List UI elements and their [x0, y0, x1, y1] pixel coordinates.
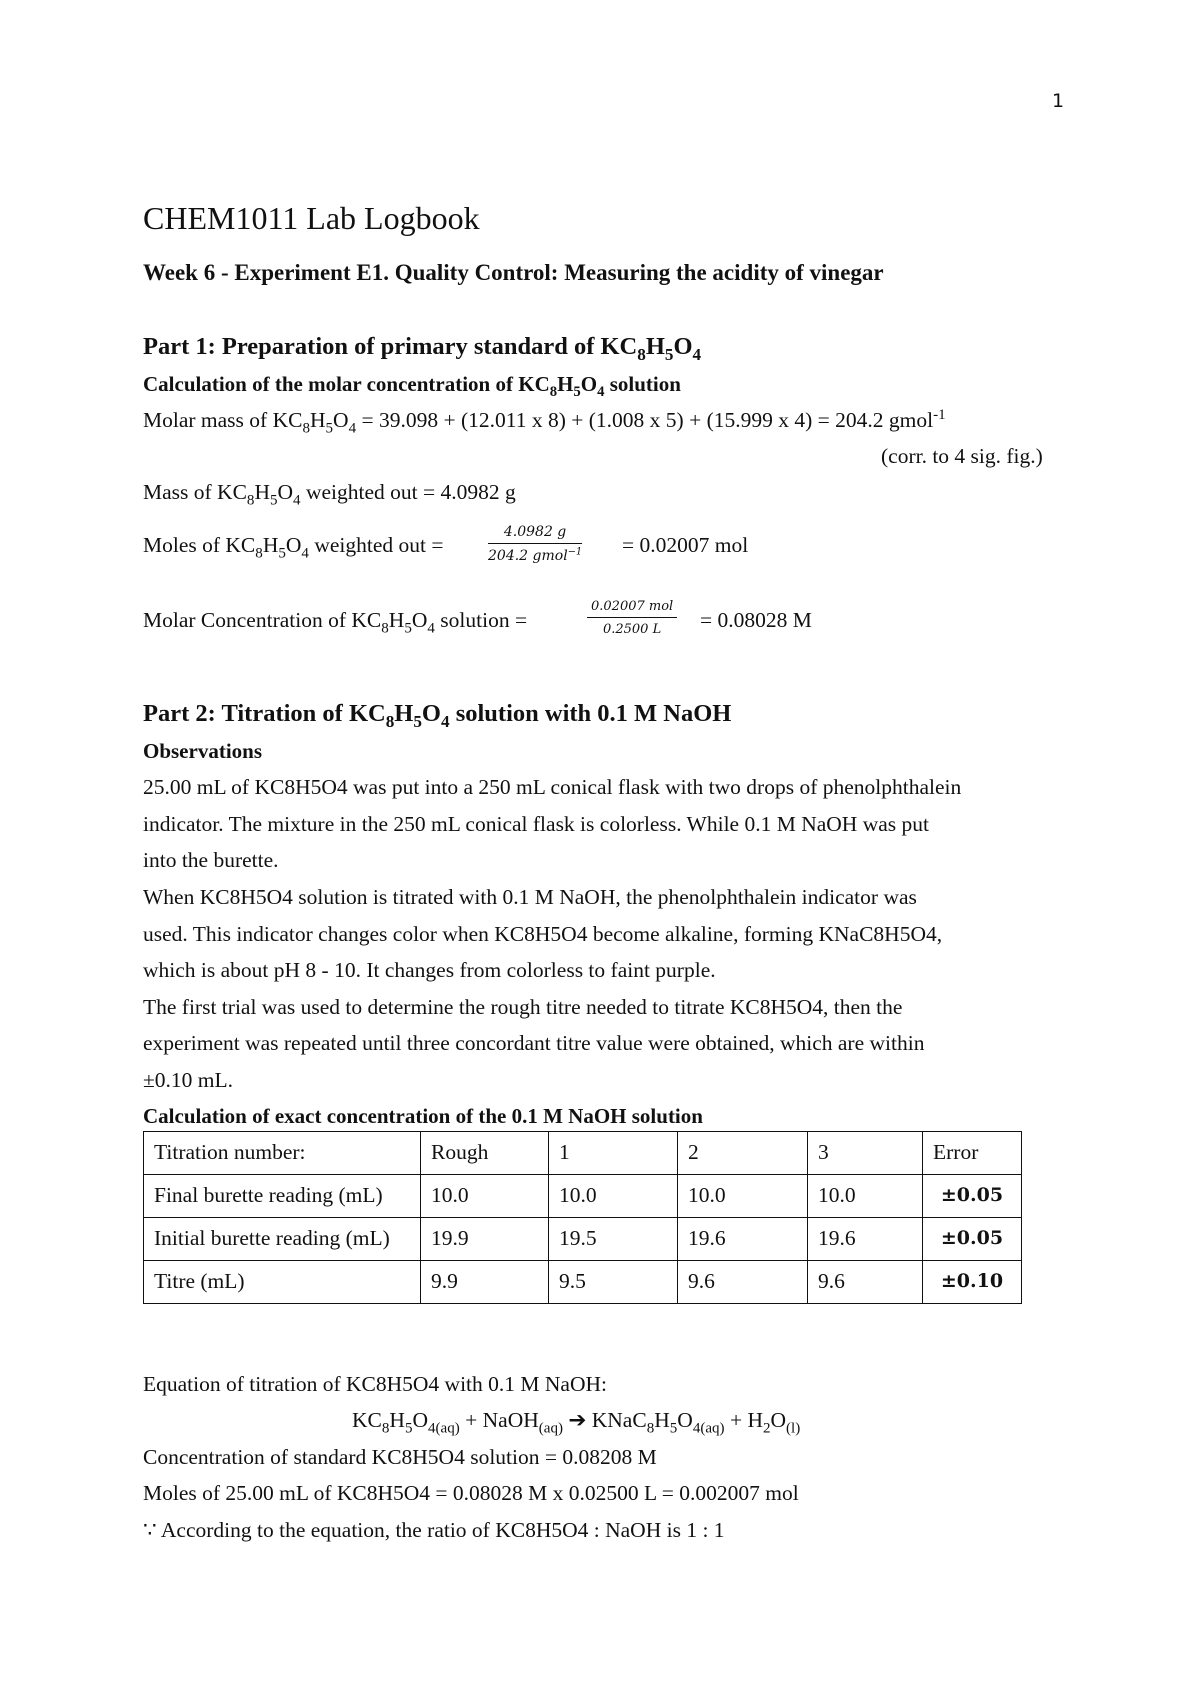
- calc-exact-heading: Calculation of exact concentration of the 0.1 M NaOH solution: [143, 1104, 703, 1128]
- table-cell: 19.5: [549, 1218, 678, 1261]
- moles-result: = 0.02007 mol: [622, 533, 749, 557]
- moles-25ml-line: Moles of 25.00 mL of KC8H5O4 = 0.08028 M x 0.02500 L = 0.002007 mol: [143, 1481, 799, 1505]
- table-cell: 19.6: [808, 1218, 923, 1261]
- part2-heading: Part 2: Titration of $KC_8H_5O_4$ solution with 0.1 M NaOH: [143, 700, 732, 731]
- obs-line-9: ±0.10 mL.: [143, 1068, 234, 1092]
- obs-line-4: When KC8H5O4 solution is titrated with 0.1 M NaOH, the phenolphthalein indicator was: [143, 885, 917, 909]
- table-cell: Titre (mL): [144, 1261, 421, 1304]
- observations-heading: Observations: [143, 739, 263, 763]
- part1-heading: Part 1: Preparation of primary standard of $KC_8H_5O_4$: [143, 333, 702, 364]
- moles-line: Moles of $KC_8H_5O_4$ weighted out =: [143, 533, 444, 562]
- obs-line-6: which is about pH 8 - 10. It changes from colorless to faint purple.: [143, 958, 716, 982]
- moles-fraction-denominator: 204.2 gmol$^{-1}$: [488, 546, 583, 564]
- table-cell: Initial burette reading (mL): [144, 1218, 421, 1261]
- obs-line-8: experiment was repeated until three concordant titre value were obtained, which are within: [143, 1031, 925, 1055]
- table-header-cell: Rough: [421, 1132, 549, 1175]
- table-header-row: [144, 1132, 1022, 1175]
- obs-line-7: The first trial was used to determine the rough titre needed to titrate KC8H5O4, then the: [143, 995, 903, 1019]
- table-cell: 9.9: [421, 1261, 549, 1304]
- molar-mass-line: Molar mass of $KC_8H_5O_4 = 39.098 + (12.011$ x 8) + (1.008 x 5) + (15.999 x 4) = 204.2 gmol$^{-1}$: [143, 406, 946, 437]
- experiment-subtitle: Week 6 - Experiment E1. Quality Control: Measuring the acidity of vinegar: [143, 260, 884, 285]
- table-cell: 10.0: [421, 1175, 549, 1218]
- page-number: 1: [1052, 90, 1065, 112]
- arrow-icon: ➔: [568, 1408, 587, 1432]
- table-cell: Final burette reading (mL): [144, 1175, 421, 1218]
- table-header-cell: Error: [923, 1132, 1022, 1175]
- page-title: CHEM1011 Lab Logbook: [143, 200, 480, 236]
- obs-line-1: 25.00 mL of KC8H5O4 was put into a 250 mL conical flask with two drops of phenolphthalein: [143, 775, 962, 799]
- mass-line: Mass of $KC_8H_5O_4$ weighted out = 4.0982 g: [143, 480, 516, 509]
- table-header-cell: Titration number:: [144, 1132, 421, 1175]
- because-icon: ∵: [143, 1518, 157, 1542]
- sig-fig-note: (corr. to 4 sig. fig.): [881, 444, 1043, 468]
- titration-table: [143, 1131, 1022, 1304]
- table-cell: 9.6: [808, 1261, 923, 1304]
- obs-line-2: indicator. The mixture in the 250 mL conical flask is colorless. While 0.1 M NaOH was put: [143, 812, 929, 836]
- table-header-cell: 3: [808, 1132, 923, 1175]
- titration-equation: $KC_8H_5O_{4(aq)}$ + NaOH$_{(aq)}$ ➔ $KNaC_8H_5O_{4(aq)} + H_2O_{(l)}$: [352, 1408, 801, 1437]
- table-cell: 10.0: [678, 1175, 808, 1218]
- table-header-cell: 1: [549, 1132, 678, 1175]
- ratio-line: ∵ According to the equation, the ratio of KC8H5O4 : NaOH is 1 : 1: [143, 1518, 725, 1542]
- table-cell: 9.6: [678, 1261, 808, 1304]
- concentration-result: = 0.08028 M: [700, 608, 812, 632]
- concentration-line: Molar Concentration of $KC_8H_5O_4$ solution =: [143, 608, 528, 637]
- concentration-fraction: [587, 599, 677, 637]
- table-cell: 10.0: [808, 1175, 923, 1218]
- table-header-cell: 2: [678, 1132, 808, 1175]
- table-cell: 10.0: [549, 1175, 678, 1218]
- obs-line-5: used. This indicator changes color when KC8H5O4 become alkaline, forming KNaC8H5O4,: [143, 922, 943, 946]
- obs-line-3: into the burette.: [143, 848, 279, 872]
- table-cell: 19.9: [421, 1218, 549, 1261]
- equation-intro: Equation of titration of KC8H5O4 with 0.1 M NaOH:: [143, 1372, 607, 1396]
- table-row: [144, 1218, 1022, 1261]
- table-cell: 19.6: [678, 1218, 808, 1261]
- moles-fraction: [488, 524, 582, 564]
- part1-calc-heading: Calculation of the molar concentration of $KC_8H_5O_4$ solution: [143, 372, 681, 401]
- table-row: [144, 1261, 1022, 1304]
- std-concentration-line: Concentration of standard KC8H5O4 solution = 0.08208 M: [143, 1445, 657, 1469]
- table-cell: ±0.05: [923, 1175, 1022, 1218]
- concentration-fraction-denominator: 0.2500 L: [602, 622, 662, 637]
- moles-fraction-numerator: 4.0982 g: [488, 524, 582, 544]
- table-cell: 9.5: [549, 1261, 678, 1304]
- table-cell: ±0.05: [923, 1218, 1022, 1261]
- concentration-fraction-numerator: 0.02007 mol: [587, 599, 677, 618]
- table-row: [144, 1175, 1022, 1218]
- table-cell: ±0.10: [923, 1261, 1022, 1304]
